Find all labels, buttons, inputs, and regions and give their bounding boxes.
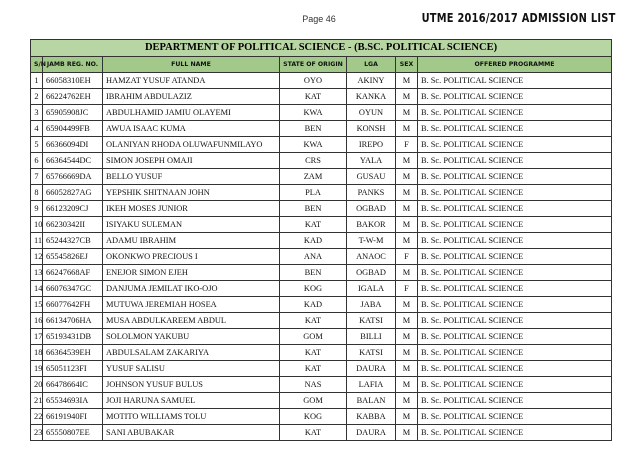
cell-jamb-reg-no: 65545826EJ xyxy=(43,249,103,265)
cell-sn: 8 xyxy=(31,185,43,201)
cell-full-name: ENEJOR SIMON EJEH xyxy=(103,265,280,281)
cell-state-of-origin: NAS xyxy=(280,377,347,393)
cell-sn: 19 xyxy=(31,361,43,377)
cell-sex: M xyxy=(396,169,418,185)
table-row xyxy=(31,393,612,409)
table-row xyxy=(31,265,612,281)
cell-lga: T-W-M xyxy=(347,233,396,249)
cell-jamb-reg-no: 66366094DI xyxy=(43,137,103,153)
cell-offered-programme: B. Sc. POLITICAL SCIENCE xyxy=(418,249,612,265)
cell-sex: M xyxy=(396,233,418,249)
cell-full-name: YUSUF SALISU xyxy=(103,361,280,377)
cell-state-of-origin: KWA xyxy=(280,137,347,153)
cell-sex: M xyxy=(396,185,418,201)
table-row xyxy=(31,201,612,217)
table-row xyxy=(31,73,612,89)
cell-full-name: OLANIYAN RHODA OLUWAFUNMILAYO xyxy=(103,137,280,153)
cell-full-name: YEPSHIK SHITNAAN JOHN xyxy=(103,185,280,201)
table-row xyxy=(31,361,612,377)
cell-offered-programme: B. Sc. POLITICAL SCIENCE xyxy=(418,409,612,425)
cell-jamb-reg-no: 66478664IC xyxy=(43,377,103,393)
table-row xyxy=(31,169,612,185)
table-row xyxy=(31,281,612,297)
cell-sex: M xyxy=(396,361,418,377)
cell-sn: 1 xyxy=(31,73,43,89)
cell-state-of-origin: OYO xyxy=(280,73,347,89)
cell-state-of-origin: KOG xyxy=(280,409,347,425)
cell-full-name: BELLO YUSUF xyxy=(103,169,280,185)
cell-full-name: ABDULHAMID JAMIU OLAYEMI xyxy=(103,105,280,121)
cell-jamb-reg-no: 65193431DB xyxy=(43,329,103,345)
cell-jamb-reg-no: 66058310EH xyxy=(43,73,103,89)
cell-sn: 12 xyxy=(31,249,43,265)
column-header-lga: LGA xyxy=(347,57,396,73)
cell-offered-programme: B. Sc. POLITICAL SCIENCE xyxy=(418,329,612,345)
cell-sex: M xyxy=(396,217,418,233)
cell-state-of-origin: PLA xyxy=(280,185,347,201)
cell-offered-programme: B. Sc. POLITICAL SCIENCE xyxy=(418,153,612,169)
cell-offered-programme: B. Sc. POLITICAL SCIENCE xyxy=(418,89,612,105)
cell-jamb-reg-no: 65904499FB xyxy=(43,121,103,137)
cell-lga: KATSI xyxy=(347,345,396,361)
cell-full-name: ADAMU IBRAHIM xyxy=(103,233,280,249)
cell-jamb-reg-no: 66364544DC xyxy=(43,153,103,169)
admission-table xyxy=(30,39,612,441)
cell-lga: KABBA xyxy=(347,409,396,425)
table-row xyxy=(31,409,612,425)
cell-state-of-origin: KAT xyxy=(280,361,347,377)
cell-lga: DAURA xyxy=(347,361,396,377)
table-row xyxy=(31,89,612,105)
cell-sn: 11 xyxy=(31,233,43,249)
document-title: UTME 2016/2017 ADMISSION LIST xyxy=(422,11,616,25)
cell-sn: 10 xyxy=(31,217,43,233)
cell-sex: M xyxy=(396,313,418,329)
cell-jamb-reg-no: 66076347GC xyxy=(43,281,103,297)
cell-sex: M xyxy=(396,393,418,409)
cell-jamb-reg-no: 66364539EH xyxy=(43,345,103,361)
cell-sn: 14 xyxy=(31,281,43,297)
cell-state-of-origin: BEN xyxy=(280,121,347,137)
cell-lga: BILLI xyxy=(347,329,396,345)
cell-sex: M xyxy=(396,345,418,361)
table-row xyxy=(31,329,612,345)
admission-table-container xyxy=(30,39,611,441)
cell-offered-programme: B. Sc. POLITICAL SCIENCE xyxy=(418,345,612,361)
cell-sex: F xyxy=(396,137,418,153)
cell-full-name: HAMZAT YUSUF ATANDA xyxy=(103,73,280,89)
cell-sn: 20 xyxy=(31,377,43,393)
cell-sex: M xyxy=(396,265,418,281)
cell-sex: M xyxy=(396,73,418,89)
cell-offered-programme: B. Sc. POLITICAL SCIENCE xyxy=(418,361,612,377)
table-row xyxy=(31,105,612,121)
cell-lga: OYUN xyxy=(347,105,396,121)
cell-state-of-origin: BEN xyxy=(280,201,347,217)
cell-full-name: IKEH MOSES JUNIOR xyxy=(103,201,280,217)
cell-lga: OGBAD xyxy=(347,201,396,217)
column-header-offered-programme: OFFERED PROGRAMME xyxy=(418,57,612,73)
cell-sex: M xyxy=(396,409,418,425)
cell-lga: KATSI xyxy=(347,313,396,329)
cell-jamb-reg-no: 66247668AF xyxy=(43,265,103,281)
cell-sex: M xyxy=(396,425,418,441)
cell-state-of-origin: KWA xyxy=(280,105,347,121)
cell-offered-programme: B. Sc. POLITICAL SCIENCE xyxy=(418,73,612,89)
cell-lga: YALA xyxy=(347,153,396,169)
cell-sex: M xyxy=(396,153,418,169)
table-row xyxy=(31,153,612,169)
cell-sex: M xyxy=(396,377,418,393)
cell-full-name: DANJUMA JEMILAT IKO-OJO xyxy=(103,281,280,297)
column-header-row xyxy=(31,57,612,73)
cell-lga: IREPO xyxy=(347,137,396,153)
cell-sex: M xyxy=(396,121,418,137)
cell-offered-programme: B. Sc. POLITICAL SCIENCE xyxy=(418,297,612,313)
department-title: DEPARTMENT OF POLITICAL SCIENCE - (B.SC. POLITICAL SCIENCE) xyxy=(31,40,612,57)
cell-lga: BALAN xyxy=(347,393,396,409)
column-header-jamb-reg-no: JAMB REG. NO. xyxy=(43,57,103,73)
cell-state-of-origin: GOM xyxy=(280,329,347,345)
cell-lga: KONSH xyxy=(347,121,396,137)
cell-jamb-reg-no: 65905908JC xyxy=(43,105,103,121)
cell-full-name: ISIYAKU SULEMAN xyxy=(103,217,280,233)
cell-sn: 4 xyxy=(31,121,43,137)
cell-lga: DAURA xyxy=(347,425,396,441)
table-row xyxy=(31,217,612,233)
cell-sex: M xyxy=(396,329,418,345)
cell-offered-programme: B. Sc. POLITICAL SCIENCE xyxy=(418,105,612,121)
cell-full-name: MUTUWA JEREMIAH HOSEA xyxy=(103,297,280,313)
column-header-state-of-origin: STATE OF ORIGIN xyxy=(280,57,347,73)
cell-lga: GUSAU xyxy=(347,169,396,185)
table-row xyxy=(31,297,612,313)
cell-offered-programme: B. Sc. POLITICAL SCIENCE xyxy=(418,121,612,137)
cell-offered-programme: B. Sc. POLITICAL SCIENCE xyxy=(418,217,612,233)
cell-state-of-origin: BEN xyxy=(280,265,347,281)
cell-sn: 22 xyxy=(31,409,43,425)
cell-state-of-origin: KOG xyxy=(280,281,347,297)
cell-state-of-origin: KAT xyxy=(280,345,347,361)
cell-jamb-reg-no: 65244327CB xyxy=(43,233,103,249)
department-header-row xyxy=(31,40,612,57)
cell-state-of-origin: GOM xyxy=(280,393,347,409)
cell-state-of-origin: CRS xyxy=(280,153,347,169)
cell-state-of-origin: KAD xyxy=(280,297,347,313)
cell-sn: 9 xyxy=(31,201,43,217)
cell-jamb-reg-no: 66123209CJ xyxy=(43,201,103,217)
cell-offered-programme: B. Sc. POLITICAL SCIENCE xyxy=(418,281,612,297)
cell-sex: F xyxy=(396,249,418,265)
cell-lga: ANAOC xyxy=(347,249,396,265)
cell-full-name: SANI ABUBAKAR xyxy=(103,425,280,441)
cell-sn: 17 xyxy=(31,329,43,345)
cell-sn: 7 xyxy=(31,169,43,185)
cell-sn: 13 xyxy=(31,265,43,281)
cell-offered-programme: B. Sc. POLITICAL SCIENCE xyxy=(418,313,612,329)
cell-state-of-origin: ANA xyxy=(280,249,347,265)
cell-lga: KANKA xyxy=(347,89,396,105)
cell-state-of-origin: ZAM xyxy=(280,169,347,185)
cell-full-name: SIMON JOSEPH OMAJI xyxy=(103,153,280,169)
cell-jamb-reg-no: 65766669DA xyxy=(43,169,103,185)
cell-lga: IGALA xyxy=(347,281,396,297)
cell-full-name: MOTITO WILLIAMS TOLU xyxy=(103,409,280,425)
cell-state-of-origin: KAT xyxy=(280,217,347,233)
cell-jamb-reg-no: 66224762EH xyxy=(43,89,103,105)
cell-sex: M xyxy=(396,201,418,217)
cell-lga: PANKS xyxy=(347,185,396,201)
cell-offered-programme: B. Sc. POLITICAL SCIENCE xyxy=(418,377,612,393)
cell-lga: AKINY xyxy=(347,73,396,89)
cell-offered-programme: B. Sc. POLITICAL SCIENCE xyxy=(418,265,612,281)
cell-lga: OGBAD xyxy=(347,265,396,281)
cell-offered-programme: B. Sc. POLITICAL SCIENCE xyxy=(418,137,612,153)
cell-full-name: ABDULSALAM ZAKARIYA xyxy=(103,345,280,361)
cell-sn: 2 xyxy=(31,89,43,105)
table-row xyxy=(31,121,612,137)
cell-sn: 18 xyxy=(31,345,43,361)
cell-offered-programme: B. Sc. POLITICAL SCIENCE xyxy=(418,169,612,185)
cell-sex: M xyxy=(396,89,418,105)
cell-jamb-reg-no: 66134706HA xyxy=(43,313,103,329)
cell-sn: 3 xyxy=(31,105,43,121)
cell-full-name: SOLOLMON YAKUBU xyxy=(103,329,280,345)
cell-lga: LAFIA xyxy=(347,377,396,393)
cell-state-of-origin: KAT xyxy=(280,89,347,105)
cell-jamb-reg-no: 66191940FI xyxy=(43,409,103,425)
column-header-sex: SEX xyxy=(396,57,418,73)
cell-sn: 21 xyxy=(31,393,43,409)
table-row xyxy=(31,377,612,393)
cell-full-name: OKONKWO PRECIOUS I xyxy=(103,249,280,265)
cell-sn: 6 xyxy=(31,153,43,169)
cell-lga: BAKOR xyxy=(347,217,396,233)
cell-sn: 16 xyxy=(31,313,43,329)
cell-full-name: AWUA ISAAC KUMA xyxy=(103,121,280,137)
cell-offered-programme: B. Sc. POLITICAL SCIENCE xyxy=(418,201,612,217)
cell-jamb-reg-no: 65550807EE xyxy=(43,425,103,441)
cell-jamb-reg-no: 65051123FI xyxy=(43,361,103,377)
table-row xyxy=(31,185,612,201)
cell-state-of-origin: KAD xyxy=(280,233,347,249)
cell-lga: JABA xyxy=(347,297,396,313)
table-row xyxy=(31,233,612,249)
cell-offered-programme: B. Sc. POLITICAL SCIENCE xyxy=(418,233,612,249)
cell-sex: M xyxy=(396,105,418,121)
cell-state-of-origin: KAT xyxy=(280,425,347,441)
cell-full-name: MUSA ABDULKAREEM ABDUL xyxy=(103,313,280,329)
table-row xyxy=(31,313,612,329)
cell-jamb-reg-no: 66077642FH xyxy=(43,297,103,313)
page-number: Page 46 xyxy=(302,14,336,24)
cell-sn: 5 xyxy=(31,137,43,153)
cell-offered-programme: B. Sc. POLITICAL SCIENCE xyxy=(418,425,612,441)
cell-full-name: IBRAHIM ABDULAZIZ xyxy=(103,89,280,105)
cell-jamb-reg-no: 66230342II xyxy=(43,217,103,233)
cell-sn: 23 xyxy=(31,425,43,441)
cell-full-name: JOHNSON YUSUF BULUS xyxy=(103,377,280,393)
column-header-full-name: FULL NAME xyxy=(103,57,280,73)
table-row xyxy=(31,137,612,153)
table-row xyxy=(31,249,612,265)
table-row xyxy=(31,345,612,361)
cell-offered-programme: B. Sc. POLITICAL SCIENCE xyxy=(418,393,612,409)
column-header-sn: S/N xyxy=(31,57,43,73)
cell-sex: M xyxy=(396,297,418,313)
cell-jamb-reg-no: 65534693IA xyxy=(43,393,103,409)
cell-full-name: JOJI HARUNA SAMUEL xyxy=(103,393,280,409)
cell-offered-programme: B. Sc. POLITICAL SCIENCE xyxy=(418,185,612,201)
cell-sn: 15 xyxy=(31,297,43,313)
cell-state-of-origin: KAT xyxy=(280,313,347,329)
cell-sex: F xyxy=(396,281,418,297)
table-body xyxy=(31,73,612,441)
table-row xyxy=(31,425,612,441)
cell-jamb-reg-no: 66052827AG xyxy=(43,185,103,201)
